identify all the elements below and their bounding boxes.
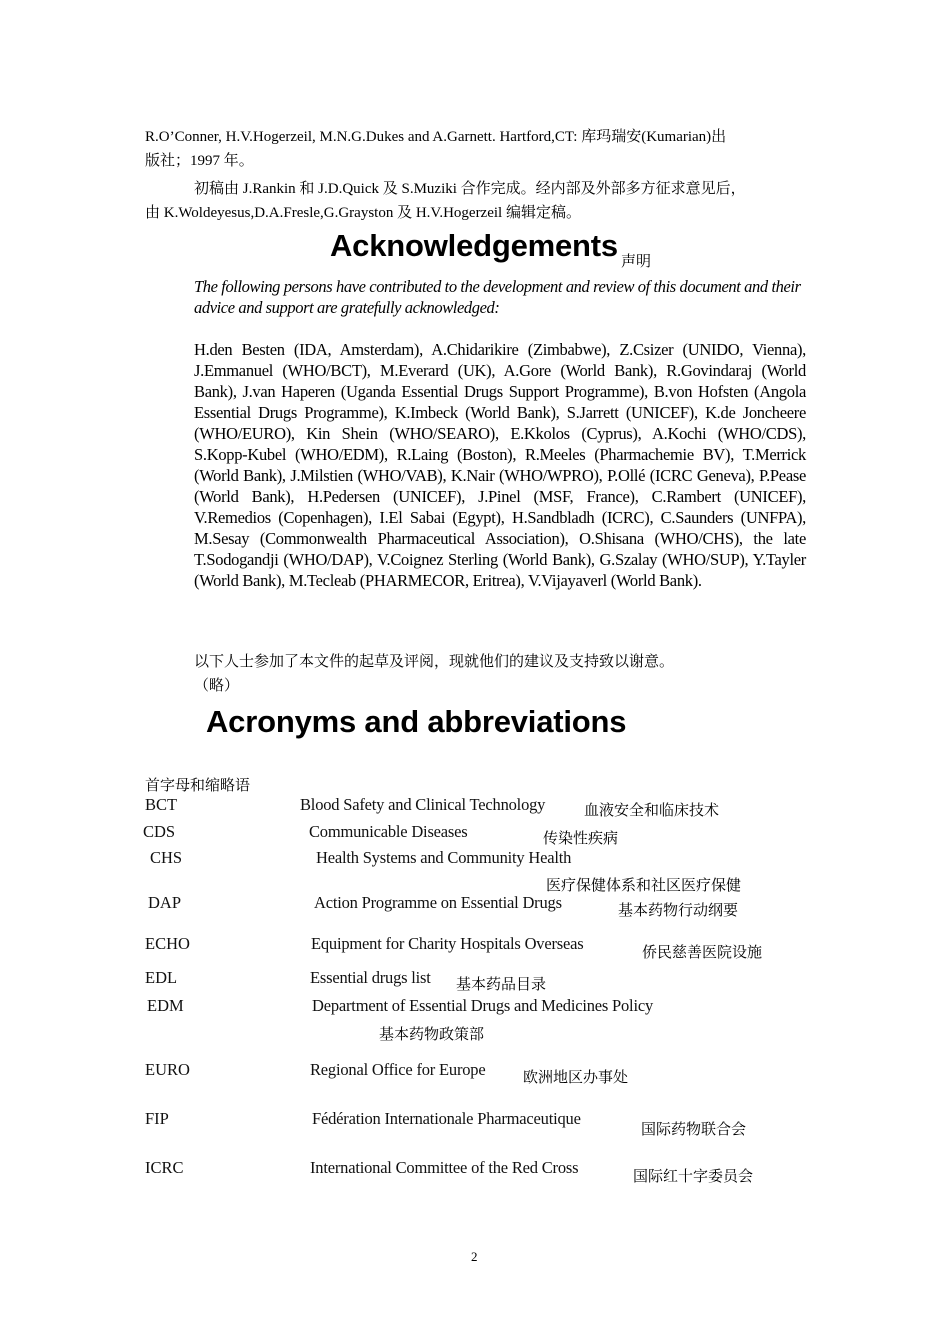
acronym-abbr: BCT	[145, 795, 178, 814]
draft-line-1: 初稿由 J.Rankin 和 J.D.Quick 及 S.Muziki 合作完成。经内部及外部多方征求意见后，	[194, 181, 746, 197]
reference-line-2: 版社；1997 年。	[145, 153, 254, 169]
acronym-abbr: EURO	[145, 1060, 190, 1079]
acronym-full: Blood Safety and Clinical Technology	[300, 795, 546, 814]
acronym-zh: 国际红十字委员会	[633, 1167, 754, 1185]
acronym-zh: 血液安全和临床技术	[584, 801, 720, 819]
acknowledgements-intro: The following persons have contributed to the development and review of this document and their advice and support are gratefully acknowledged:	[194, 277, 801, 317]
acknowledgements-zh-omitted: （略）	[194, 676, 240, 694]
acknowledgements-names: H.den Besten (IDA, Amsterdam), A.Chidarikire (Zimbabwe), Z.Csizer (UNIDO, Vienna), J.Emmanuel (WHO/BCT), M.Everard (UK), A.Gore (World Bank), R.Govindaraj (World Bank), J.van Haperen (Uganda Essential Drugs Support Programme), B.von Hofsten (Angola Essential Drugs Programme), K.Imbeck (World Bank), S.Jarrett (UNICEF), K.de Joncheere (WHO/EURO), Kin Shein (WHO/SEARO), E.Kkolos (Cyprus), A.Kochi (WHO/CDS), S.Kopp-Kubel (WHO/EDM), R.Laing (Boston), R.Meeles (Pharmachemie BV), T.Merrick (World Bank), J.Milstien (WHO/VAB), K.Nair (WHO/WPRO), P.Ollé (ICRC Geneva), P.Pease (World Bank), H.Pedersen (UNICEF), J.Pinel (MSF, France), C.Rambert (UNICEF), V.Remedios (Copenhagen), I.El Sabai (Egypt), H.Sandbladh (ICRC), C.Saunders (UNFPA), M.Sesay (Commonwealth Pharmaceutical Association), O.Shisana (WHO/CHS), the late T.Sodogandji (WHO/DAP), V.Coignez Sterling (World Bank), G.Szalay (WHO/SUP), Y.Tayler (World Bank), M.Tecleab (PHARMECOR, Eritrea), V.Vijayaverl (World Bank).	[194, 340, 806, 590]
acronym-zh: 欧洲地区办事处	[523, 1068, 629, 1086]
acronym-abbr: ECHO	[145, 934, 190, 953]
acronyms-title-zh: 首字母和缩略语	[145, 776, 251, 794]
acronym-abbr: EDM	[147, 996, 184, 1015]
acronym-zh: 侨民慈善医院设施	[642, 943, 763, 961]
acronym-abbr: EDL	[145, 968, 178, 987]
acronym-full: Department of Essential Drugs and Medicines Policy	[312, 996, 654, 1015]
acronym-zh: 医疗保健体系和社区医疗保健	[546, 876, 742, 894]
acronym-zh: 国际药物联合会	[641, 1120, 747, 1138]
reference-line-1: R.O’Conner, H.V.Hogerzeil, M.N.G.Dukes and A.Garnett. Hartford,CT: 库玛瑞安(Kumarian)出	[145, 129, 727, 145]
acronym-full: Equipment for Charity Hospitals Overseas	[311, 934, 584, 953]
acronym-abbr: DAP	[148, 893, 182, 912]
acronym-zh: 基本药物行动纲要	[618, 901, 739, 919]
acronym-full: International Committee of the Red Cross	[310, 1158, 579, 1177]
acronym-zh: 传染性疾病	[543, 829, 619, 847]
acronym-zh: 基本药品目录	[456, 975, 547, 993]
acronym-full: Fédération Internationale Pharmaceutique	[312, 1109, 581, 1128]
acronym-abbr: ICRC	[145, 1158, 184, 1177]
acronym-abbr: FIP	[145, 1109, 169, 1128]
acronym-abbr: CHS	[150, 848, 183, 867]
acknowledgements-zh-line: 以下人士参加了本文件的起草及评阅，现就他们的建议及支持致以谢意。	[194, 652, 675, 670]
acknowledgements-title-zh: 声明	[621, 252, 652, 270]
acronym-zh: 基本药物政策部	[379, 1025, 485, 1043]
acronyms-title: Acronyms and abbreviations	[206, 704, 627, 739]
acronym-full: Communicable Diseases	[309, 822, 468, 841]
acronym-full: Regional Office for Europe	[310, 1060, 486, 1079]
draft-line-2: 由 K.Woldeyesus,D.A.Fresle,G.Grayston 及 H.V.Hogerzeil 编辑定稿。	[145, 205, 581, 221]
acronym-full: Health Systems and Community Health	[316, 848, 572, 867]
page-number: 2	[471, 1249, 478, 1264]
acronym-full: Essential drugs list	[310, 968, 431, 987]
acronym-full: Action Programme on Essential Drugs	[314, 893, 562, 912]
acronym-abbr: CDS	[143, 822, 176, 841]
acknowledgements-title: Acknowledgements	[330, 228, 618, 263]
